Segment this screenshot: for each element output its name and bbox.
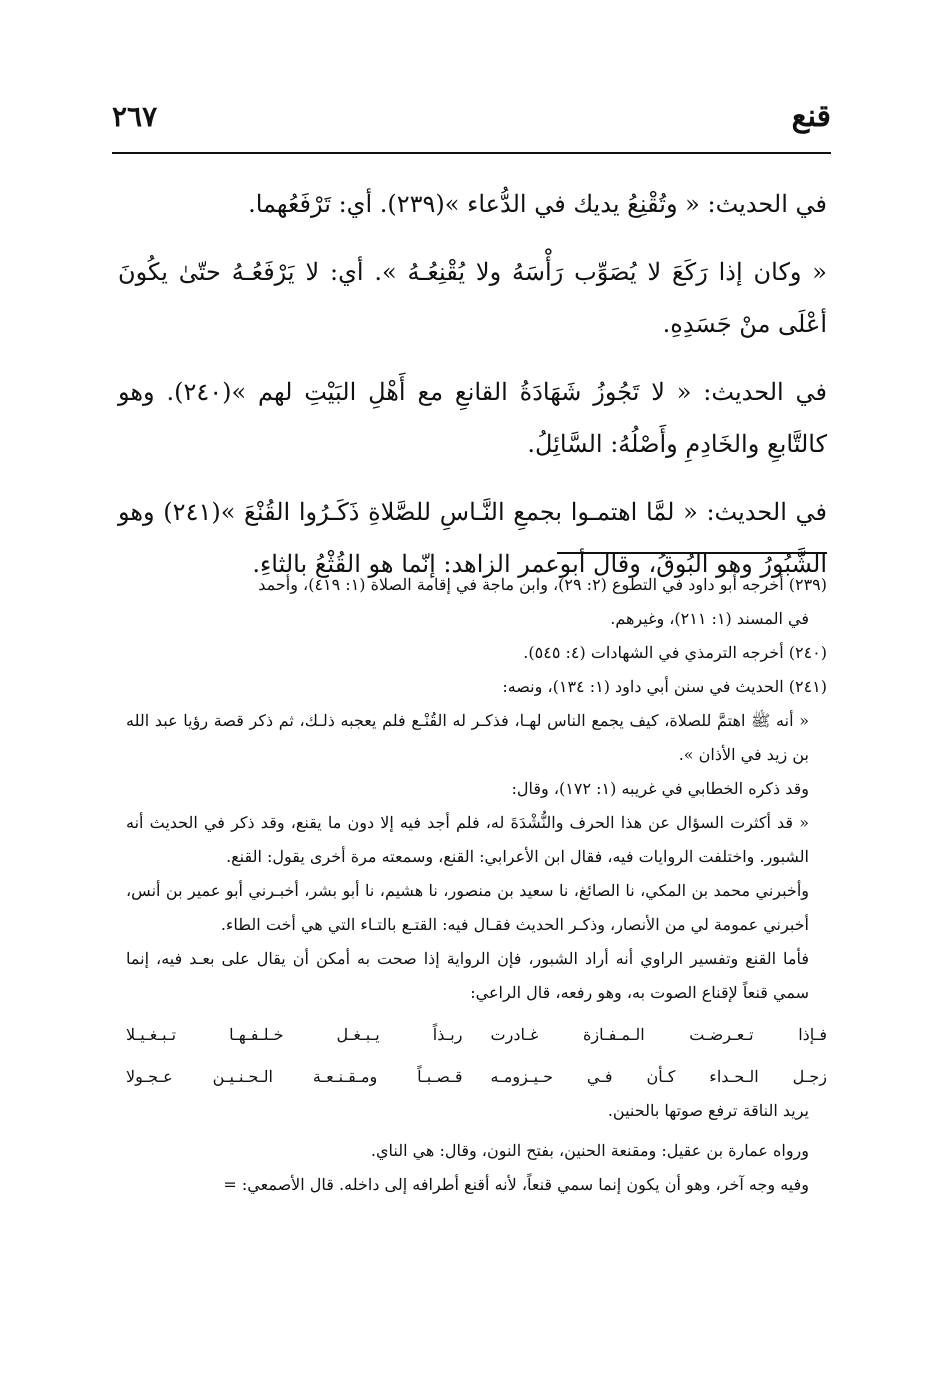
- paragraph-2: « وكان إذا رَكَعَ لا يُصَوِّب رَأْسَهُ ولا يُقْنِعُـهُ ». أي: لا يَرْفَعُـهُ حتّىٰ يكُونَ أعْلَى منْ جَسَدِهِ.: [118, 258, 827, 338]
- variant-reading: ورواه عمارة بن عقيل: ومقنعة الحنين، بفتح النون، وقال: هي الناي.: [370, 1141, 809, 1160]
- footnotes: [126, 568, 827, 1202]
- footnote-divider: [557, 552, 827, 554]
- verse-1-second-hemistich: ربـذاً يـبـغـل خـلـفـهـا تـبـغـيـلا: [126, 1025, 463, 1044]
- main-text: [118, 178, 827, 606]
- paragraph-4: في الحديث: « لمَّا اهتمـوا بجمعِ النَّـاسِ للصَّلاةِ ذَكَـرُوا القُنْعَ »(٢٤١) وهو الشَّبُورُ وهو البُوقُ، وقال أبوعمر الزاهد: إنّما هو القُثْعُ بالثاءِ.: [118, 498, 827, 578]
- footnote-241-quote: « أنه ﷺ اهتمَّ للصلاة، كيف يجمع الناس لهـا، فذكـر له القُنْـع فلم يعجبه ذلـك، ثم ذكر قصة رؤيا عبد الله بن زيد في الأذان ».: [126, 711, 809, 764]
- page-number: ٢٦٧: [112, 99, 158, 133]
- verse-2-second-hemistich: قـصـبـاً ومـقـنـعـة الـحـنـيـن عـجـولا: [126, 1067, 463, 1086]
- paragraph-1: في الحديث: « وتُقْنِعُ يديك في الدُّعاء »(٢٣٩). أي: تَرْفَعُهما.: [248, 190, 827, 218]
- footnote-239-cont: في المسند (١: ٢١١)، وغيرهم.: [610, 609, 809, 628]
- footnote-239: (٢٣٩) أخرجه أبو داود في التطوع (٢: ٢٩)، وابن ماجة في إقامة الصلاة (١: ٤١٩)، وأحمد: [258, 575, 827, 594]
- another-interpretation: وفيه وجه آخر، وهو أن يكون إنما سمي قنعاً، لأنه أقنع أطرافه إلى داخله. قال الأصمعي: =: [223, 1175, 809, 1194]
- verse-line-1: [126, 1018, 827, 1052]
- footnote-240: (٢٤٠) أخرجه الترمذي في الشهادات (٤: ٥٤٥).: [523, 643, 827, 662]
- footnote-241-commentary: فأما القنع وتفسير الراوي أنه أراد الشبور، فإن الرواية إذا صحت به أمكن أن يقال على بعـد فيه، إنما سمي قنعاً لإقناع الصوت به، وهو رفعه، قال الراعي:: [126, 949, 809, 1002]
- verse-2-first-hemistich: زجـل الـحـداء كـأن فـي حـيـزومـه: [490, 1067, 827, 1086]
- paragraph-3: في الحديث: « لا تَجُوزُ شَهَادَةُ القانعِ مع أَهْلِ البَيْتِ لهم »(٢٤٠). وهو كالتَّابعِ والخَادِمِ وأَصْلُهُ: السَّائِلُ.: [118, 378, 828, 458]
- page-header: [112, 86, 831, 146]
- footnote-241-khattabi-quote: « قد أكثرت السؤال عن هذا الحرف والنُّشْدَةَ له، فلم أجد فيه إلا دون ما يقنع، وقد ذكر في الحديث أنه الشبور. واختلفت الروايات فيه، فقال ابن الأعرابي: القنع، وسمعته مرة أخرى يقول: القنع.: [126, 813, 810, 866]
- footnote-241-khattabi: وقد ذكره الخطابي في غريبه (١: ١٧٢)، وقال:: [511, 779, 809, 798]
- verse-1-first-hemistich: فـإذا تـعـرضـت الـمـفـازة غـادرت: [490, 1025, 827, 1044]
- header-divider: [112, 152, 831, 154]
- footnote-241: (٢٤١) الحديث في سنن أبي داود (١: ١٣٤)، ونصه:: [502, 677, 827, 696]
- verse-line-2: [126, 1060, 827, 1094]
- verse-explanation: يريد الناقة ترفع صوتها بالحنين.: [607, 1101, 809, 1120]
- footnote-241-isnad: وأخبرني محمد بن المكي، نا الصائغ، نا سعيد بن منصور، نا هشيم، نا أبو بشر، أخبـرني أبو عمير بن أنس، أخبرني عمومة لي من الأنصار، وذكـر الحديث فقـال فيه: القتـع بالتـاء التي هي أخت الطاء.: [126, 881, 809, 934]
- running-head-title: قنع: [791, 98, 831, 134]
